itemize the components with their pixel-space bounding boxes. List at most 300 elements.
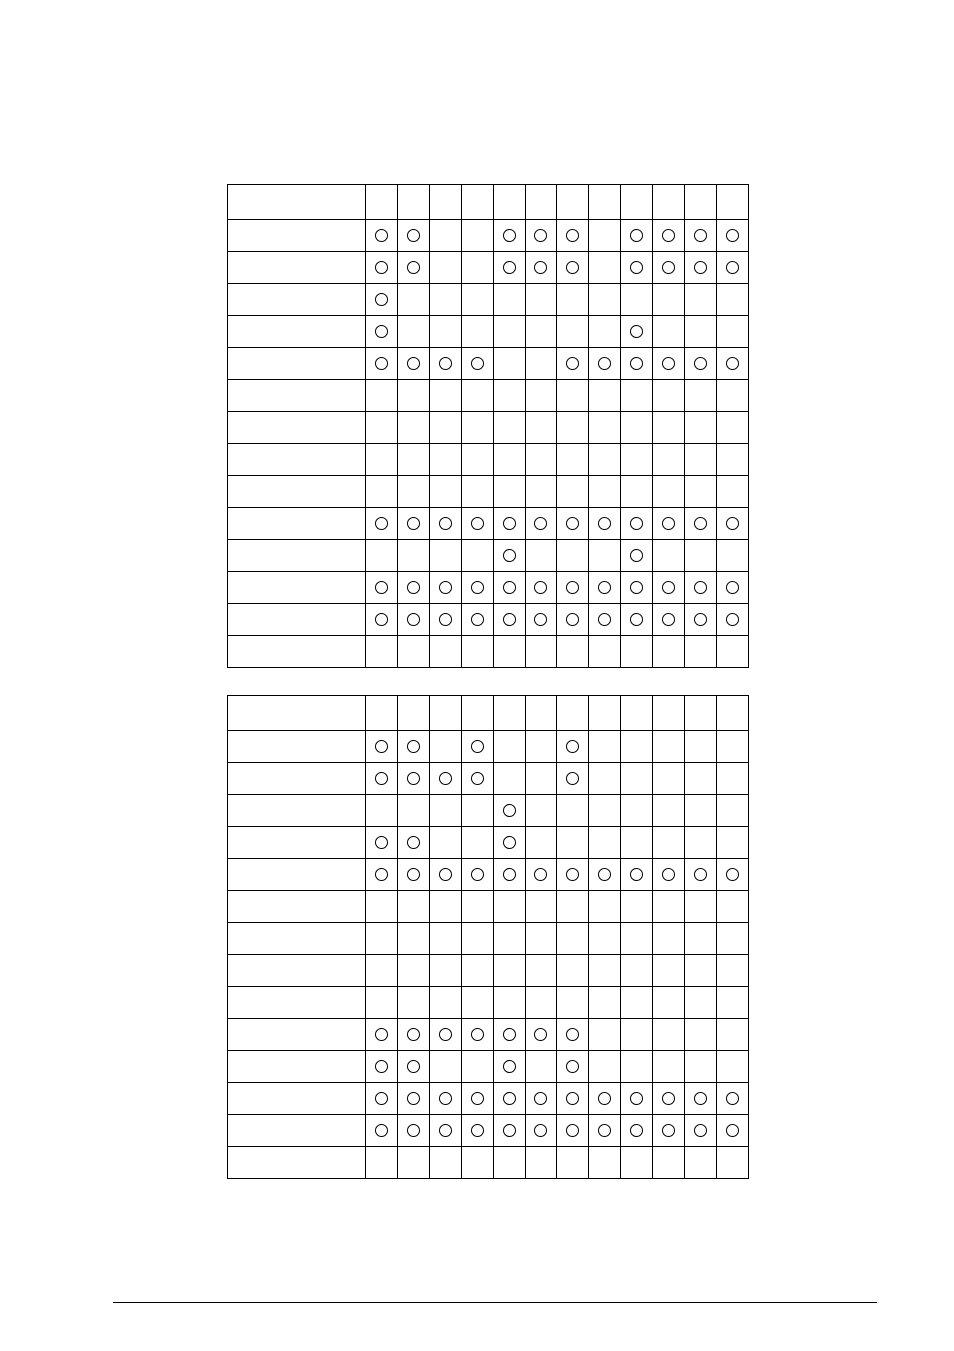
circle-icon [375, 1028, 388, 1041]
table-cell [685, 891, 717, 923]
table-cell [525, 636, 557, 668]
circle-icon [471, 1028, 484, 1041]
table-cell [621, 220, 653, 252]
table-cell [557, 795, 589, 827]
table-cell [461, 185, 493, 220]
circle-icon [375, 325, 388, 338]
circle-icon [439, 1124, 452, 1137]
table-cell [685, 1051, 717, 1083]
circle-icon [503, 613, 516, 626]
row-label-cell [228, 987, 366, 1019]
circle-icon [503, 229, 516, 242]
circle-icon [598, 613, 611, 626]
table-row [228, 1147, 749, 1179]
circle-icon [407, 261, 420, 274]
table-cell [493, 316, 525, 348]
table-cell [621, 1147, 653, 1179]
table-cell [685, 1019, 717, 1051]
table-cell [525, 1051, 557, 1083]
table-cell [716, 316, 748, 348]
table-cell [621, 476, 653, 508]
table-cell [621, 1051, 653, 1083]
table-cell [685, 987, 717, 1019]
table-cell [461, 444, 493, 476]
table-cell [653, 763, 685, 795]
table-cell [461, 412, 493, 444]
circle-icon [662, 581, 675, 594]
table-cell [716, 1115, 748, 1147]
table-cell [461, 827, 493, 859]
table-cell [589, 220, 621, 252]
table-row [228, 604, 749, 636]
circle-icon [471, 613, 484, 626]
circle-icon [726, 1124, 739, 1137]
circle-icon [534, 613, 547, 626]
table-row [228, 923, 749, 955]
table-cell [621, 604, 653, 636]
circle-icon [630, 517, 643, 530]
circle-icon [503, 1124, 516, 1137]
table-cell [397, 412, 429, 444]
table-cell [685, 476, 717, 508]
table-cell [685, 923, 717, 955]
circle-icon [375, 1124, 388, 1137]
circle-icon [694, 613, 707, 626]
circle-icon [534, 1092, 547, 1105]
table-row [228, 412, 749, 444]
circle-icon [471, 357, 484, 370]
circle-icon [630, 581, 643, 594]
circle-icon [598, 868, 611, 881]
circle-icon [566, 1028, 579, 1041]
circle-icon [598, 1092, 611, 1105]
table-cell [461, 220, 493, 252]
table-cell [557, 316, 589, 348]
row-label-cell [228, 763, 366, 795]
table-cell [429, 763, 461, 795]
row-label-cell [228, 1051, 366, 1083]
table-cell [621, 763, 653, 795]
table-cell [429, 185, 461, 220]
circle-icon [726, 229, 739, 242]
table-cell [429, 891, 461, 923]
table-cell [589, 412, 621, 444]
table-cell [685, 508, 717, 540]
table-cell [653, 444, 685, 476]
table-cell [685, 540, 717, 572]
table-cell [685, 1115, 717, 1147]
circle-icon [471, 1124, 484, 1137]
circle-icon [375, 1060, 388, 1073]
table-cell [366, 1115, 398, 1147]
row-label-cell [228, 955, 366, 987]
circle-icon [503, 836, 516, 849]
table-cell [461, 795, 493, 827]
table-cell [653, 540, 685, 572]
circle-icon [534, 581, 547, 594]
table-cell [397, 252, 429, 284]
circle-icon [662, 613, 675, 626]
table-cell [429, 1147, 461, 1179]
table-cell [685, 859, 717, 891]
table-cell [685, 412, 717, 444]
table-cell [653, 220, 685, 252]
table-cell [685, 795, 717, 827]
table-cell [397, 827, 429, 859]
circle-icon [375, 581, 388, 594]
table-cell [366, 1019, 398, 1051]
table-cell [493, 955, 525, 987]
circle-icon [630, 868, 643, 881]
circle-icon [662, 1124, 675, 1137]
table-cell [716, 1147, 748, 1179]
table-cell [525, 444, 557, 476]
table-cell [685, 572, 717, 604]
circle-icon [407, 772, 420, 785]
table-cell [685, 696, 717, 731]
table-cell [685, 636, 717, 668]
table-cell [589, 444, 621, 476]
table-cell [366, 476, 398, 508]
table-cell [653, 1147, 685, 1179]
table-row [228, 763, 749, 795]
table-cell [621, 636, 653, 668]
circle-icon [534, 1124, 547, 1137]
table-cell [653, 1115, 685, 1147]
table-cell [525, 508, 557, 540]
circle-icon [566, 1124, 579, 1137]
row-label-cell [228, 284, 366, 316]
table-cell [589, 923, 621, 955]
table-cell [461, 572, 493, 604]
table-cell [397, 696, 429, 731]
table-cell [557, 923, 589, 955]
table-cell [461, 316, 493, 348]
circle-icon [694, 261, 707, 274]
table-cell [557, 348, 589, 380]
circle-icon [439, 357, 452, 370]
table-cell [716, 604, 748, 636]
table-cell [557, 1019, 589, 1051]
table-cell [366, 444, 398, 476]
table-cell [525, 380, 557, 412]
table-cell [653, 316, 685, 348]
table-cell [366, 348, 398, 380]
table-cell [557, 763, 589, 795]
table-cell [557, 508, 589, 540]
circle-icon [726, 1092, 739, 1105]
table-cell [525, 316, 557, 348]
table-cell [461, 636, 493, 668]
table-cell [653, 604, 685, 636]
table-cell [525, 572, 557, 604]
table-cell [653, 795, 685, 827]
table-cell [557, 185, 589, 220]
table-cell [493, 891, 525, 923]
table-cell [397, 284, 429, 316]
compatibility-table-1 [227, 184, 749, 668]
table-row [228, 1083, 749, 1115]
table-cell [716, 444, 748, 476]
table-cell [716, 1083, 748, 1115]
table-cell [589, 891, 621, 923]
table-cell [397, 540, 429, 572]
table-cell [716, 220, 748, 252]
row-label-cell [228, 220, 366, 252]
table-cell [493, 1051, 525, 1083]
circle-icon [439, 772, 452, 785]
row-label-cell [228, 731, 366, 763]
table-cell [366, 508, 398, 540]
table-cell [397, 763, 429, 795]
circle-icon [726, 581, 739, 594]
circle-icon [471, 868, 484, 881]
table-cell [589, 827, 621, 859]
table-cell [589, 763, 621, 795]
circle-icon [375, 1092, 388, 1105]
table-cell [653, 827, 685, 859]
row-label-cell [228, 604, 366, 636]
table-cell [557, 1147, 589, 1179]
table-cell [397, 572, 429, 604]
table-cell [685, 731, 717, 763]
table-cell [429, 1083, 461, 1115]
circle-icon [566, 229, 579, 242]
circle-icon [503, 804, 516, 817]
table-cell [397, 731, 429, 763]
table-cell [366, 696, 398, 731]
table-cell [653, 636, 685, 668]
table-cell [557, 572, 589, 604]
table-cell [429, 508, 461, 540]
row-label-cell [228, 572, 366, 604]
table-cell [716, 348, 748, 380]
table-cell [366, 827, 398, 859]
circle-icon [694, 1124, 707, 1137]
table-cell [461, 284, 493, 316]
circle-icon [471, 517, 484, 530]
table-cell [429, 284, 461, 316]
row-label-cell [228, 508, 366, 540]
circle-icon [630, 229, 643, 242]
table-cell [653, 923, 685, 955]
circle-icon [726, 261, 739, 274]
row-label-cell [228, 380, 366, 412]
table-cell [589, 380, 621, 412]
row-label-cell [228, 540, 366, 572]
table-cell [589, 987, 621, 1019]
circle-icon [439, 1092, 452, 1105]
table-cell [653, 572, 685, 604]
table-cell [366, 540, 398, 572]
table-cell [461, 540, 493, 572]
table-row [228, 444, 749, 476]
circle-icon [598, 517, 611, 530]
table-cell [621, 859, 653, 891]
table-cell [461, 696, 493, 731]
circle-icon [534, 517, 547, 530]
table-cell [366, 1051, 398, 1083]
table-cell [461, 1147, 493, 1179]
table-cell [397, 604, 429, 636]
table-cell [461, 380, 493, 412]
circle-icon [726, 613, 739, 626]
table-cell [429, 731, 461, 763]
circle-icon [375, 357, 388, 370]
row-label-cell [228, 185, 366, 220]
circle-icon [503, 581, 516, 594]
circle-icon [375, 772, 388, 785]
table-cell [366, 891, 398, 923]
table-cell [493, 220, 525, 252]
circle-icon [407, 229, 420, 242]
table-cell [621, 412, 653, 444]
table-cell [525, 987, 557, 1019]
table-cell [493, 731, 525, 763]
circle-icon [662, 868, 675, 881]
table-cell [366, 572, 398, 604]
circle-icon [566, 517, 579, 530]
table-cell [716, 185, 748, 220]
table-cell [589, 859, 621, 891]
circle-icon [439, 517, 452, 530]
table-cell [397, 316, 429, 348]
table-cell [653, 348, 685, 380]
table-cell [716, 540, 748, 572]
table-cell [557, 955, 589, 987]
table-cell [716, 795, 748, 827]
table-cell [589, 572, 621, 604]
table-cell [621, 923, 653, 955]
row-label-cell [228, 636, 366, 668]
circle-icon [407, 517, 420, 530]
table-cell [621, 696, 653, 731]
table-row [228, 891, 749, 923]
table-cell [589, 508, 621, 540]
table-cell [557, 444, 589, 476]
circle-icon [407, 1124, 420, 1137]
table-row [228, 1051, 749, 1083]
circle-icon [694, 581, 707, 594]
table-cell [366, 987, 398, 1019]
table-cell [525, 540, 557, 572]
table-cell [716, 636, 748, 668]
table-cell [589, 1051, 621, 1083]
circle-icon [407, 740, 420, 753]
table-cell [525, 284, 557, 316]
table-cell [366, 284, 398, 316]
circle-icon [694, 229, 707, 242]
circle-icon [503, 261, 516, 274]
table-cell [429, 923, 461, 955]
table-cell [461, 348, 493, 380]
table-cell [493, 348, 525, 380]
footer-rule [113, 1302, 877, 1303]
table-cell [685, 604, 717, 636]
table-cell [493, 604, 525, 636]
table-cell [621, 827, 653, 859]
table-cell [621, 252, 653, 284]
table-row [228, 284, 749, 316]
circle-icon [407, 357, 420, 370]
table-cell [653, 955, 685, 987]
table-cell [397, 380, 429, 412]
table-cell [461, 891, 493, 923]
table-cell [589, 348, 621, 380]
circle-icon [662, 261, 675, 274]
circle-icon [407, 1060, 420, 1073]
table-cell [653, 859, 685, 891]
table-cell [716, 923, 748, 955]
table-cell [685, 185, 717, 220]
table-cell [525, 412, 557, 444]
circle-icon [471, 740, 484, 753]
circle-icon [407, 1092, 420, 1105]
circle-icon [407, 613, 420, 626]
table-cell [589, 1147, 621, 1179]
table-cell [525, 1019, 557, 1051]
row-label-cell [228, 1115, 366, 1147]
table-cell [461, 1051, 493, 1083]
circle-icon [598, 581, 611, 594]
table-cell [366, 185, 398, 220]
circle-icon [534, 1028, 547, 1041]
table-cell [461, 731, 493, 763]
row-label-cell [228, 891, 366, 923]
table-cell [716, 508, 748, 540]
table-row [228, 859, 749, 891]
table-cell [716, 763, 748, 795]
table-cell [366, 923, 398, 955]
circle-icon [407, 868, 420, 881]
circle-icon [375, 868, 388, 881]
table-cell [461, 604, 493, 636]
table-cell [589, 1115, 621, 1147]
compatibility-table-2 [227, 695, 749, 1179]
table-cell [589, 185, 621, 220]
table-cell [366, 604, 398, 636]
table-cell [557, 1115, 589, 1147]
table-cell [429, 604, 461, 636]
circle-icon [598, 1124, 611, 1137]
circle-icon [439, 1028, 452, 1041]
table-cell [685, 1083, 717, 1115]
circle-icon [503, 517, 516, 530]
row-label-cell [228, 348, 366, 380]
table-cell [525, 185, 557, 220]
table-cell [493, 185, 525, 220]
table-cell [461, 252, 493, 284]
table-cell [621, 348, 653, 380]
table-cell [493, 284, 525, 316]
table-row [228, 316, 749, 348]
circle-icon [662, 229, 675, 242]
circle-icon [503, 1028, 516, 1041]
circle-icon [407, 581, 420, 594]
table-cell [685, 1147, 717, 1179]
table-cell [589, 696, 621, 731]
row-label-cell [228, 923, 366, 955]
table-cell [397, 636, 429, 668]
table-row [228, 1115, 749, 1147]
table-row [228, 348, 749, 380]
table-cell [621, 1019, 653, 1051]
circle-icon [694, 868, 707, 881]
table-cell [716, 827, 748, 859]
table-cell [366, 795, 398, 827]
table-row [228, 955, 749, 987]
table-cell [366, 380, 398, 412]
